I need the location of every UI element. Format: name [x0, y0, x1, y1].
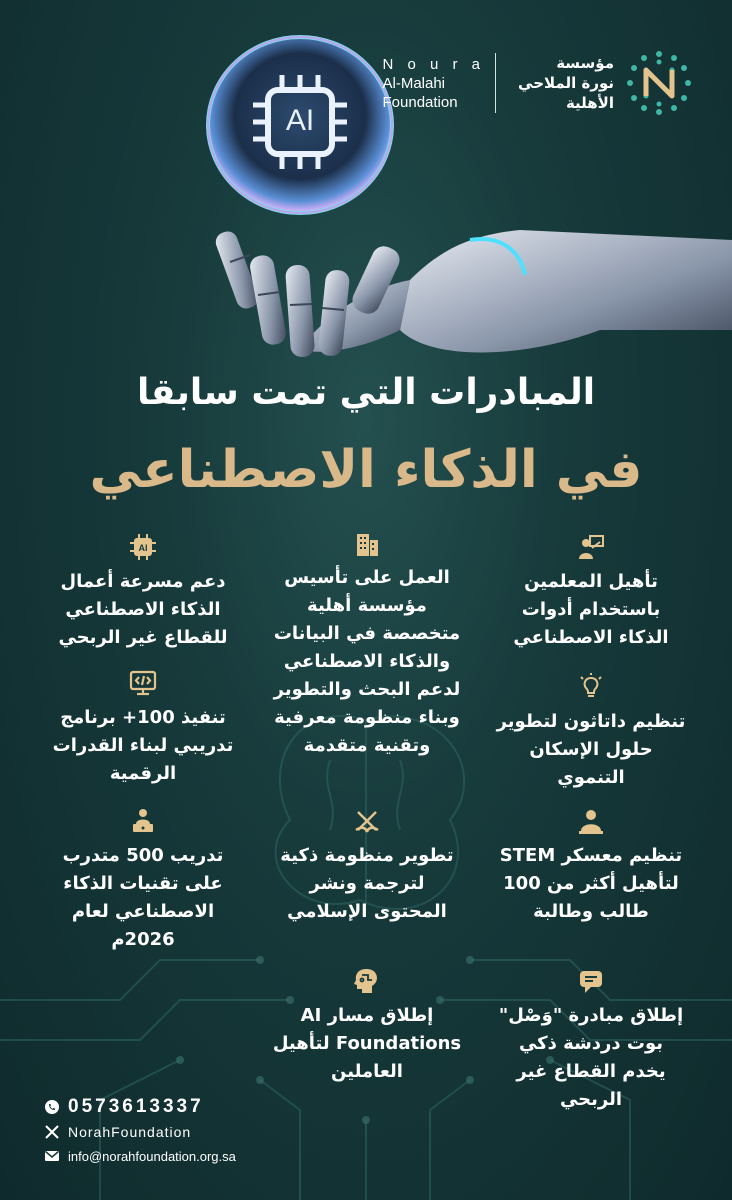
initiative-text: تنظيم معسكر STEM لتأهيل أكثر من 100 طالب وطالبة — [499, 845, 683, 922]
x-logo-icon — [44, 1124, 60, 1140]
svg-text:AI: AI — [138, 543, 148, 553]
initiative-text: العمل على تأسيس مؤسسة أهلية متخصصة في البيانات والذكاء الاصطناعي لدعم البحث والتطوير وبناء منظومة معرفية وتقنية متقدمة — [273, 567, 461, 756]
initiative-training-programs — [48, 668, 238, 788]
logo-ar-line1: مؤسسة — [556, 54, 614, 72]
contact-phone[interactable] — [44, 1096, 204, 1118]
robotic-hand — [213, 229, 732, 358]
x-handle[interactable]: NorahFoundation — [68, 1124, 192, 1140]
teacher-icon — [576, 532, 606, 562]
logo-english-text — [383, 55, 486, 112]
logo-ar-line2: نورة الملاحي — [518, 74, 614, 92]
foundation-logo — [383, 50, 693, 116]
initiative-text: دعم مسرعة أعمال الذكاء الاصطناعي للقطاع غير الربحي — [58, 571, 228, 648]
logo-en-line1: N o u r a — [382, 55, 486, 73]
logo-ar-line3: الأهلية — [565, 94, 614, 112]
lightbulb-icon — [576, 672, 606, 702]
initiative-teacher-training — [496, 532, 686, 652]
phone-number[interactable]: 0573613337 — [68, 1096, 204, 1117]
email-address[interactable]: info@norahfoundation.org.sa — [68, 1148, 236, 1164]
initiative-wasl-chatbot — [496, 966, 686, 1114]
building-icon — [352, 528, 382, 558]
laptop-user-icon — [128, 806, 158, 836]
whatsapp-icon — [44, 1099, 60, 1115]
contact-email[interactable] — [44, 1148, 236, 1164]
initiative-train-500 — [48, 806, 238, 954]
initiative-establish-foundation — [272, 528, 462, 760]
ai-head-icon — [352, 966, 382, 996]
email-icon — [44, 1148, 60, 1164]
code-monitor-icon — [128, 668, 158, 698]
initiative-text: تنظيم داتاثون لتطوير حلول الإسكان التنموي — [496, 711, 686, 788]
ai-chip-icon — [128, 532, 158, 562]
logo-en-line3: Foundation — [382, 93, 458, 111]
initiative-text: تنفيذ 100+ برنامج تدريبي لبناء القدرات الرقمية — [52, 707, 234, 784]
initiative-ai-accelerator — [48, 532, 238, 652]
contact-x[interactable] — [44, 1124, 191, 1140]
page-title: المبادرات التي تمت سابقا — [136, 372, 596, 413]
logo-en-line2: Al-Malahi — [382, 74, 446, 92]
page-subtitle: في الذكاء الاصطناعي — [89, 440, 643, 500]
logo-arabic-text — [506, 53, 626, 113]
student-icon — [576, 806, 606, 836]
initiative-ai-foundations — [272, 966, 462, 1086]
initiative-stem-camp — [496, 806, 686, 926]
initiative-text: إطلاق مبادرة "وَصْل" بوت دردشة ذكي يخدم القطاع غير الربحي — [498, 1005, 684, 1110]
logo-divider — [495, 53, 496, 113]
initiative-text: تأهيل المعلمين باستخدام أدوات الذكاء الاصطناعي — [513, 571, 669, 648]
chat-bot-icon — [576, 966, 606, 996]
initiative-text: تطوير منظومة ذكية لترجمة ونشر المحتوى الإسلامي — [280, 845, 454, 922]
initiative-text: إطلاق مسار AI Foundations لتأهيل العاملين — [272, 1005, 462, 1082]
initiative-islamic-content — [272, 806, 462, 926]
initiative-datathon — [496, 672, 686, 792]
logo-mark-icon — [626, 50, 692, 116]
orb-label: AI — [285, 104, 315, 137]
quran-book-icon — [352, 806, 382, 836]
initiative-text: تدريب 500 متدرب على تقنيات الذكاء الاصطناعي لعام 2026م — [62, 845, 224, 950]
